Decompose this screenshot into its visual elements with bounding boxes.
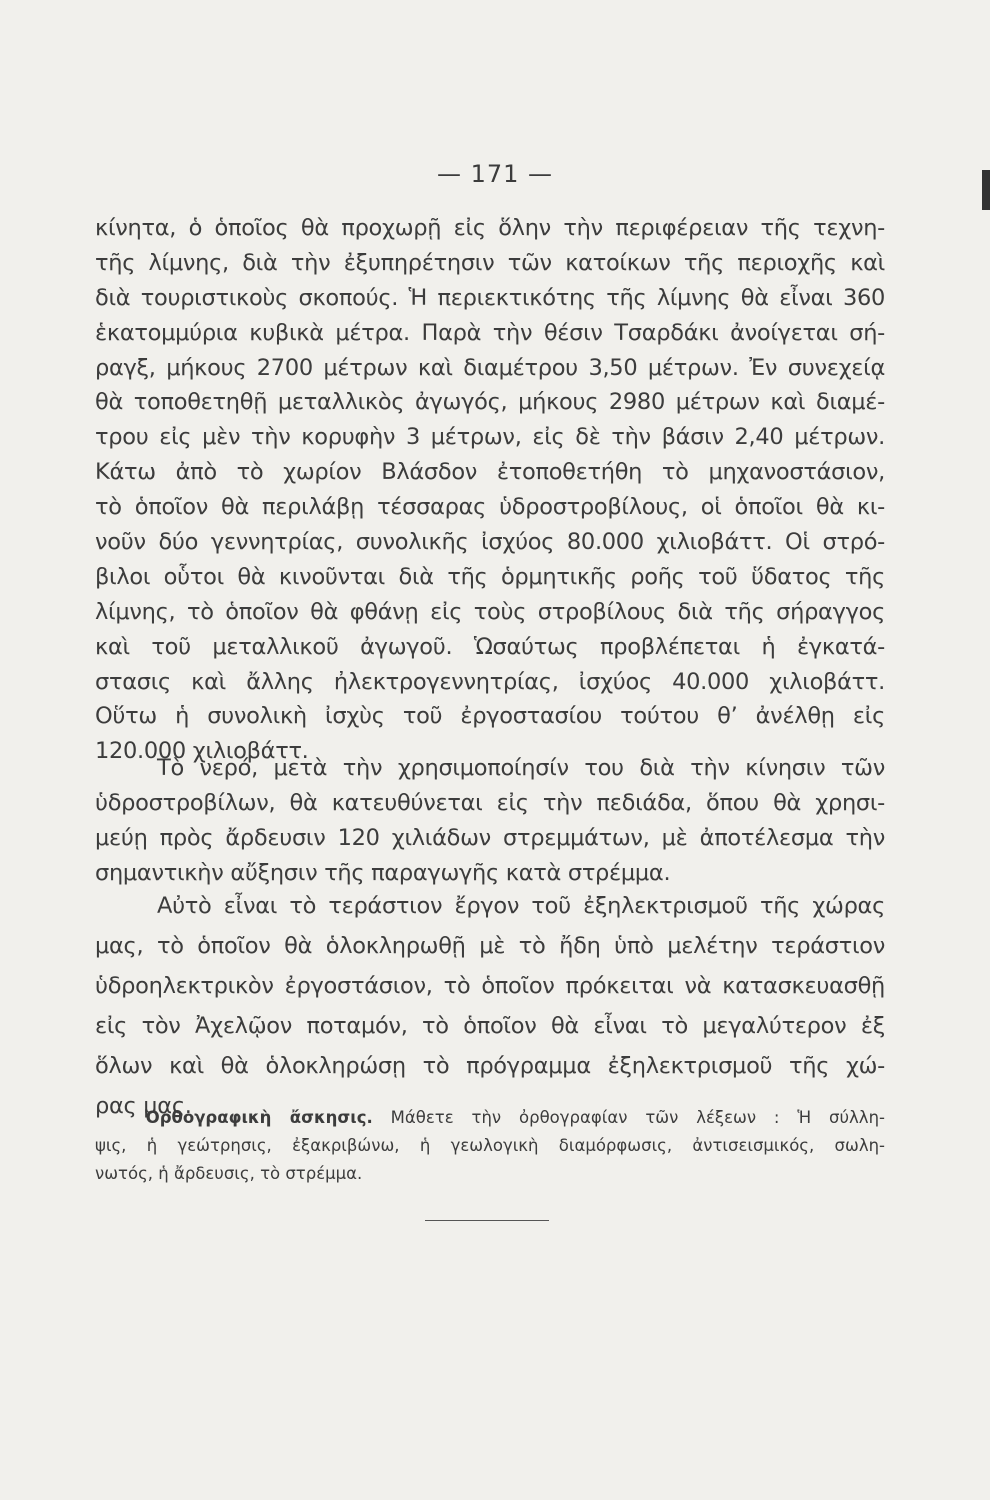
- footnote-line: νωτός, ἡ ἄρδευσις, τὸ στρέμμα.: [95, 1164, 363, 1183]
- page-number: — 171 —: [436, 160, 554, 188]
- footnote-text: Μάθετε τὴν ὀρθογραφίαν τῶν λέξεων : Ἡ σύλλη-: [390, 1108, 885, 1127]
- paragraph-1: [95, 211, 885, 769]
- text-line: ραγξ, μήκους 2700 μέτρων καὶ διαμέτρου 3,50 μέτρων. Ἐν συνεχείᾳ: [95, 354, 885, 381]
- text-line: τῆς λίμνης, διὰ τὴν ἐξυπηρέτησιν τῶν κατοίκων τῆς περιοχῆς καὶ: [95, 249, 885, 276]
- text-line: ὑδροστροβίλων, θὰ κατευθύνεται εἰς τὴν πεδιάδα, ὅπου θὰ χρησι-: [95, 789, 885, 816]
- text-line: νοῦν δύο γεννητρίας, συνολικῆς ἰσχύος 80.000 χιλιοβάττ. Οἱ στρό-: [95, 529, 885, 556]
- section-divider: [425, 1220, 549, 1221]
- footnote-heading: Ὀρθογραφικὴ ἄσκησις.: [145, 1108, 373, 1127]
- footnote-line: ψις, ἡ γεώτρησις, ἐξακριβώνω, ἡ γεωλογικὴ διαμόρφωσις, ἀντισεισμικός, σωλη-: [95, 1136, 885, 1155]
- text-line: διὰ τουριστικοὺς σκοπούς. Ἡ περιεκτικότης τῆς λίμνης θὰ εἶναι 360: [95, 284, 885, 311]
- text-line: ἑκατομμύρια κυβικὰ μέτρα. Παρὰ τὴν θέσιν Τσαρδάκι ἀνοίγεται σή-: [95, 319, 885, 346]
- text-line: 120.000 χιλιοβάττ.: [95, 738, 309, 765]
- text-line: Τὸ νερό, μετὰ τὴν χρησιμοποίησίν του διὰ τὴν κίνησιν τῶν: [157, 755, 885, 781]
- text-line: Αὐτὸ εἶναι τὸ τεράστιον ἔργον τοῦ ἐξηλεκτρισμοῦ τῆς χώρας: [157, 893, 885, 919]
- text-line: Κάτω ἀπὸ τὸ χωρίον Βλάσδον ἐτοποθετήθη τὸ μηχανοστάσιον,: [95, 459, 885, 486]
- text-line: καὶ τοῦ μεταλλικοῦ ἀγωγοῦ. Ὡσαύτως προβλέπεται ἡ ἐγκατά-: [95, 633, 885, 660]
- text-line: Οὕτω ἡ συνολικὴ ἰσχὺς τοῦ ἐργοστασίου τούτου θ’ ἀνέλθῃ εἰς: [95, 703, 885, 730]
- paragraph-3: [95, 886, 885, 1126]
- text-line: ρας μας.: [95, 1093, 192, 1119]
- text-line: ὅλων καὶ θὰ ὁλοκληρώσῃ τὸ πρόγραμμα ἐξηλεκτρισμοῦ τῆς χώ-: [95, 1053, 885, 1079]
- text-line: ὑδροηλεκτρικὸν ἐργοστάσιον, τὸ ὁποῖον πρόκειται νὰ κατασκευασθῇ: [95, 973, 885, 999]
- text-line: τρου εἰς μὲν τὴν κορυφὴν 3 μέτρων, εἰς δὲ τὴν βάσιν 2,40 μέτρων.: [95, 424, 885, 451]
- paragraph-2: [95, 751, 885, 891]
- footnote-exercise: [95, 1104, 885, 1188]
- text-line: σημαντικὴν αὔξησιν τῆς παραγωγῆς κατὰ στρέμμα.: [95, 859, 671, 886]
- text-line: στασις καὶ ἄλλης ἠλεκτρογεννητρίας, ἰσχύος 40.000 χιλιοβάττ.: [95, 668, 885, 695]
- text-line: βιλοι οὗτοι θὰ κινοῦνται διὰ τῆς ὁρμητικῆς ροῆς τοῦ ὕδατος τῆς: [95, 563, 885, 590]
- text-line: εἰς τὸν Ἀχελῷον ποταμόν, τὸ ὁποῖον θὰ εἶναι τὸ μεγαλύτερον ἐξ: [95, 1013, 885, 1039]
- text-line: κίνητα, ὁ ὁποῖος θὰ προχωρῇ εἰς ὅλην τὴν περιφέρειαν τῆς τεχνη-: [95, 215, 885, 241]
- text-line: λίμνης, τὸ ὁποῖον θὰ φθάνῃ εἰς τοὺς στροβίλους διὰ τῆς σήραγγος: [95, 598, 885, 625]
- text-line: μας, τὸ ὁποῖον θὰ ὁλοκληρωθῇ μὲ τὸ ἤδη ὑπὸ μελέτην τεράστιον: [95, 933, 885, 959]
- text-line: τὸ ὁποῖον θὰ περιλάβῃ τέσσαρας ὑδροστροβίλους, οἱ ὁποῖοι θὰ κι-: [95, 494, 885, 521]
- footnote-line: [95, 1104, 885, 1132]
- text-line: θὰ τοποθετηθῇ μεταλλικὸς ἀγωγός, μήκους 2980 μέτρων καὶ διαμέ-: [95, 389, 885, 416]
- text-line: μεύῃ πρὸς ἄρδευσιν 120 χιλιάδων στρεμμάτων, μὲ ἀποτέλεσμα τὴν: [95, 824, 885, 851]
